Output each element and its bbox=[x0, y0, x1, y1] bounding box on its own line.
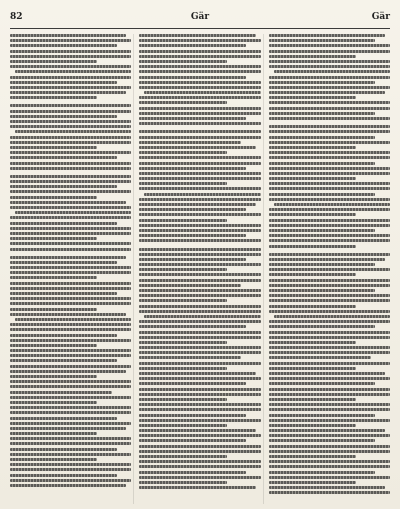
text-line bbox=[269, 393, 390, 396]
paragraph-gap bbox=[139, 245, 260, 247]
text-line bbox=[10, 411, 131, 414]
text-line bbox=[10, 406, 131, 409]
text-line bbox=[10, 334, 117, 337]
paragraph-gap bbox=[10, 172, 131, 174]
text-line bbox=[10, 422, 131, 425]
text-line bbox=[269, 96, 356, 99]
text-line bbox=[269, 219, 390, 222]
text-line bbox=[139, 419, 260, 422]
text-line bbox=[10, 104, 131, 107]
text-line bbox=[269, 224, 390, 227]
text-line bbox=[10, 282, 131, 285]
text-line bbox=[10, 81, 117, 84]
text-line bbox=[10, 110, 131, 113]
text-line bbox=[139, 122, 260, 125]
text-line bbox=[269, 356, 371, 359]
text-line bbox=[269, 299, 390, 302]
text-line bbox=[269, 193, 376, 196]
text-line bbox=[269, 305, 356, 308]
text-line bbox=[274, 203, 390, 206]
text-line bbox=[139, 481, 226, 484]
text-line bbox=[269, 439, 376, 442]
text-line bbox=[10, 256, 126, 259]
text-line bbox=[139, 156, 260, 159]
text-line bbox=[15, 211, 131, 214]
text-line bbox=[269, 117, 390, 120]
text-line bbox=[10, 417, 117, 420]
text-line bbox=[139, 136, 260, 139]
text-line bbox=[139, 325, 246, 328]
text-line bbox=[10, 261, 117, 264]
text-line bbox=[10, 442, 131, 445]
text-line bbox=[269, 172, 390, 175]
text-line bbox=[10, 427, 126, 430]
page-header bbox=[10, 10, 390, 24]
text-line bbox=[10, 354, 131, 357]
text-line bbox=[10, 86, 131, 89]
text-line bbox=[139, 167, 246, 170]
text-line bbox=[269, 460, 390, 463]
text-line bbox=[10, 115, 117, 118]
text-line bbox=[139, 224, 260, 227]
text-line bbox=[269, 372, 385, 375]
text-line bbox=[139, 198, 260, 201]
text-line bbox=[139, 279, 260, 282]
left-column bbox=[10, 34, 134, 504]
text-line bbox=[139, 130, 260, 133]
text-line bbox=[10, 190, 131, 193]
text-line bbox=[139, 101, 226, 104]
text-line bbox=[139, 305, 260, 308]
text-line bbox=[10, 349, 131, 352]
text-line bbox=[139, 141, 241, 144]
text-line bbox=[269, 388, 390, 391]
text-line bbox=[10, 39, 131, 42]
text-line bbox=[10, 167, 131, 170]
text-line bbox=[269, 273, 356, 276]
text-line bbox=[139, 439, 246, 442]
text-line bbox=[269, 156, 390, 159]
text-line bbox=[139, 187, 260, 190]
text-line bbox=[269, 455, 356, 458]
text-line bbox=[269, 50, 390, 53]
text-line bbox=[139, 367, 226, 370]
text-line bbox=[10, 375, 97, 378]
text-line bbox=[10, 276, 97, 279]
text-line bbox=[10, 437, 131, 440]
text-line bbox=[139, 70, 260, 73]
text-line bbox=[10, 125, 131, 128]
text-line bbox=[274, 70, 390, 73]
text-line bbox=[269, 76, 390, 79]
text-line bbox=[269, 187, 390, 190]
text-line bbox=[10, 227, 131, 230]
text-line bbox=[139, 258, 246, 261]
text-line bbox=[10, 463, 131, 466]
text-line bbox=[10, 339, 131, 342]
text-line bbox=[269, 414, 376, 417]
text-line bbox=[139, 336, 260, 339]
text-line bbox=[269, 382, 376, 385]
text-line bbox=[10, 76, 131, 79]
text-line bbox=[269, 491, 390, 494]
text-line bbox=[139, 310, 260, 313]
text-line bbox=[10, 206, 131, 209]
text-line bbox=[269, 107, 390, 110]
text-line bbox=[139, 253, 260, 256]
text-line bbox=[139, 107, 260, 110]
text-line bbox=[139, 445, 260, 448]
text-line bbox=[10, 302, 131, 305]
text-line bbox=[139, 50, 260, 53]
text-line bbox=[10, 141, 131, 144]
text-line bbox=[139, 341, 226, 344]
text-line bbox=[139, 229, 260, 232]
text-line bbox=[139, 213, 260, 216]
text-line bbox=[10, 216, 131, 219]
text-line bbox=[144, 315, 260, 318]
text-line bbox=[10, 380, 131, 383]
text-line bbox=[10, 34, 126, 37]
text-line bbox=[269, 398, 356, 401]
text-line bbox=[269, 91, 385, 94]
text-line bbox=[269, 465, 390, 468]
text-line bbox=[139, 273, 260, 276]
text-line bbox=[269, 44, 390, 47]
text-line bbox=[139, 372, 255, 375]
text-line bbox=[269, 258, 385, 261]
text-line bbox=[10, 308, 97, 311]
text-line bbox=[10, 468, 131, 471]
text-line bbox=[139, 151, 226, 154]
text-line bbox=[10, 432, 97, 435]
text-line bbox=[269, 424, 356, 427]
text-line bbox=[10, 359, 117, 362]
text-line bbox=[139, 289, 260, 292]
text-line bbox=[269, 403, 390, 406]
text-line bbox=[139, 320, 260, 323]
text-line bbox=[139, 351, 260, 354]
text-line bbox=[269, 476, 390, 479]
text-line bbox=[269, 65, 390, 68]
text-line bbox=[269, 471, 376, 474]
text-line bbox=[139, 434, 260, 437]
text-line bbox=[139, 65, 260, 68]
text-line bbox=[139, 146, 255, 149]
text-line bbox=[269, 234, 390, 237]
text-line bbox=[10, 232, 131, 235]
text-line bbox=[269, 284, 390, 287]
text-line bbox=[139, 162, 260, 165]
text-line bbox=[269, 39, 376, 42]
text-line bbox=[139, 81, 260, 84]
text-line bbox=[269, 55, 356, 58]
text-line bbox=[139, 377, 260, 380]
text-line bbox=[10, 175, 131, 178]
text-line bbox=[139, 112, 260, 115]
text-line bbox=[10, 96, 97, 99]
text-line bbox=[269, 112, 376, 115]
text-line bbox=[139, 414, 246, 417]
text-line bbox=[10, 323, 131, 326]
text-line bbox=[10, 365, 131, 368]
text-line bbox=[10, 196, 97, 199]
text-line bbox=[10, 242, 131, 245]
text-line bbox=[269, 198, 390, 201]
text-line bbox=[139, 117, 246, 120]
text-line bbox=[269, 167, 390, 170]
text-line bbox=[139, 450, 260, 453]
text-line bbox=[139, 284, 241, 287]
text-line bbox=[139, 60, 226, 63]
text-line bbox=[269, 450, 390, 453]
text-line bbox=[269, 434, 390, 437]
text-line bbox=[139, 294, 260, 297]
text-line bbox=[10, 222, 117, 225]
text-line bbox=[269, 346, 390, 349]
text-line bbox=[139, 356, 241, 359]
text-line bbox=[269, 213, 356, 216]
text-line bbox=[10, 156, 117, 159]
text-line bbox=[269, 351, 390, 354]
text-line bbox=[139, 471, 246, 474]
text-line bbox=[139, 268, 226, 271]
text-line bbox=[10, 370, 126, 373]
text-line bbox=[269, 34, 385, 37]
text-line bbox=[269, 294, 390, 297]
headword-center: Gär bbox=[190, 11, 210, 22]
text-line bbox=[269, 101, 390, 104]
text-line bbox=[139, 424, 226, 427]
text-line bbox=[139, 96, 260, 99]
text-line bbox=[15, 130, 131, 133]
text-line bbox=[10, 201, 126, 204]
text-line bbox=[139, 382, 246, 385]
text-line bbox=[10, 55, 131, 58]
text-line bbox=[10, 474, 117, 477]
header-rule bbox=[10, 28, 390, 29]
text-line bbox=[139, 465, 260, 468]
text-line bbox=[10, 266, 131, 269]
middle-column bbox=[139, 34, 263, 504]
text-line bbox=[269, 125, 390, 128]
text-line bbox=[269, 362, 390, 365]
text-line bbox=[139, 219, 226, 222]
text-line bbox=[269, 486, 385, 489]
text-line bbox=[10, 287, 131, 290]
text-line bbox=[269, 429, 385, 432]
text-line bbox=[269, 289, 376, 292]
text-line bbox=[139, 182, 226, 185]
text-line bbox=[10, 185, 117, 188]
text-line bbox=[269, 141, 390, 144]
text-line bbox=[269, 408, 390, 411]
text-line bbox=[269, 445, 390, 448]
text-line bbox=[139, 460, 260, 463]
text-line bbox=[139, 455, 226, 458]
text-line bbox=[269, 336, 390, 339]
text-line bbox=[10, 91, 126, 94]
text-line bbox=[269, 367, 356, 370]
text-line bbox=[269, 182, 390, 185]
headword-right: Gär bbox=[371, 11, 390, 22]
text-line bbox=[15, 318, 131, 321]
paragraph-gap bbox=[139, 127, 260, 129]
text-line bbox=[10, 292, 117, 295]
text-line bbox=[10, 151, 131, 154]
text-line bbox=[139, 408, 260, 411]
text-line bbox=[139, 76, 246, 79]
text-line bbox=[10, 271, 131, 274]
text-line bbox=[139, 331, 260, 334]
text-line bbox=[10, 484, 126, 487]
text-line bbox=[10, 297, 131, 300]
text-line bbox=[139, 172, 260, 175]
text-line bbox=[10, 248, 131, 251]
text-line bbox=[269, 208, 390, 211]
text-line bbox=[10, 458, 97, 461]
paragraph-gap bbox=[269, 122, 390, 124]
text-line bbox=[10, 136, 131, 139]
text-line bbox=[139, 39, 260, 42]
text-line bbox=[139, 177, 260, 180]
text-line bbox=[269, 177, 356, 180]
text-line bbox=[139, 398, 226, 401]
text-columns bbox=[10, 34, 390, 504]
text-line bbox=[10, 391, 112, 394]
text-line bbox=[139, 248, 260, 251]
text-line bbox=[10, 146, 97, 149]
text-line bbox=[139, 203, 255, 206]
text-line bbox=[10, 180, 131, 183]
text-line bbox=[139, 403, 260, 406]
text-line bbox=[139, 263, 260, 266]
text-line bbox=[269, 331, 390, 334]
text-line bbox=[269, 86, 390, 89]
text-line bbox=[269, 419, 390, 422]
text-line bbox=[10, 60, 97, 63]
paragraph-gap bbox=[10, 253, 131, 255]
text-line bbox=[10, 396, 131, 399]
text-line bbox=[269, 268, 390, 271]
text-line bbox=[269, 325, 376, 328]
text-line bbox=[269, 151, 390, 154]
text-line bbox=[10, 328, 131, 331]
text-line bbox=[10, 479, 131, 482]
text-line bbox=[10, 453, 131, 456]
text-line bbox=[269, 263, 376, 266]
text-line bbox=[10, 120, 131, 123]
text-line bbox=[269, 245, 356, 248]
text-line bbox=[269, 81, 376, 84]
text-line bbox=[10, 237, 97, 240]
text-line bbox=[139, 34, 255, 37]
text-line bbox=[139, 429, 255, 432]
text-line bbox=[10, 44, 117, 47]
text-line bbox=[10, 50, 131, 53]
text-line bbox=[269, 136, 376, 139]
text-line bbox=[269, 60, 390, 63]
text-line bbox=[10, 385, 131, 388]
text-line bbox=[139, 476, 260, 479]
text-line bbox=[274, 315, 390, 318]
text-line bbox=[139, 234, 246, 237]
text-line bbox=[269, 310, 390, 313]
text-line bbox=[269, 279, 390, 282]
text-line bbox=[139, 239, 260, 242]
text-line bbox=[139, 362, 260, 365]
text-line bbox=[269, 377, 390, 380]
text-line bbox=[144, 193, 260, 196]
text-line bbox=[139, 86, 260, 89]
text-line bbox=[269, 253, 390, 256]
text-line bbox=[10, 162, 131, 165]
paragraph-gap bbox=[269, 250, 390, 252]
text-line bbox=[269, 146, 356, 149]
text-line bbox=[139, 44, 246, 47]
text-line bbox=[269, 481, 356, 484]
text-line bbox=[269, 239, 390, 242]
page-number: 82 bbox=[10, 11, 23, 22]
right-column bbox=[269, 34, 390, 504]
paragraph-gap bbox=[10, 101, 131, 103]
text-line bbox=[10, 401, 97, 404]
text-line bbox=[269, 320, 390, 323]
text-line bbox=[139, 208, 246, 211]
text-line bbox=[10, 448, 117, 451]
text-line bbox=[139, 55, 260, 58]
text-line bbox=[15, 70, 131, 73]
text-line bbox=[144, 91, 260, 94]
text-line bbox=[269, 162, 376, 165]
text-line bbox=[269, 229, 376, 232]
text-line bbox=[10, 313, 126, 316]
text-line bbox=[139, 388, 260, 391]
text-line bbox=[10, 344, 97, 347]
text-line bbox=[139, 299, 226, 302]
text-line bbox=[269, 341, 356, 344]
text-line bbox=[139, 486, 255, 489]
text-line bbox=[139, 393, 260, 396]
text-line bbox=[139, 346, 260, 349]
text-line bbox=[10, 65, 131, 68]
text-line bbox=[269, 130, 390, 133]
